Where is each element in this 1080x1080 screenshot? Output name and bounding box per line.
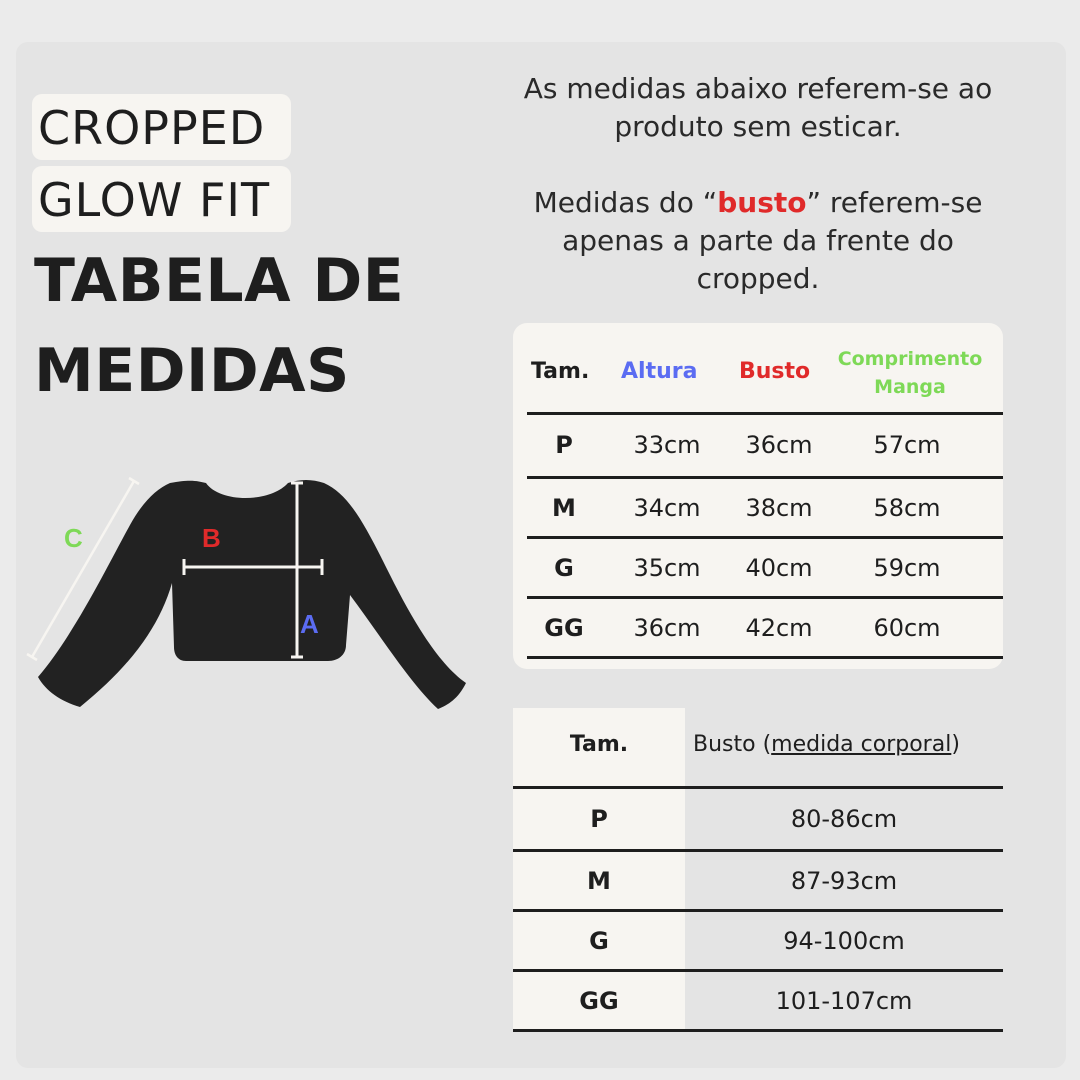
heading-line-1: TABELA DE <box>34 246 405 316</box>
cell-altura: 34cm <box>633 494 701 522</box>
header-comprimento-manga: Comprimento Manga <box>837 348 983 398</box>
cell-busto: 80-86cm <box>790 805 898 833</box>
table-row <box>513 789 1003 849</box>
table-row <box>513 911 1003 971</box>
header-busto-underlined: medida corporal <box>771 732 952 757</box>
note-bust-prefix: Medidas do “ <box>533 186 718 219</box>
label-b: B <box>202 523 221 553</box>
note-measures-unstretched: As medidas abaixo referem-se ao produto sem esticar. <box>523 72 993 143</box>
product-name-line-2: GLOW FIT <box>32 166 291 232</box>
cell-busto: 40cm <box>745 554 813 582</box>
cell-manga: 57cm <box>873 431 941 459</box>
note-bust-suffix: ” referem-se apenas a parte da frente do cropped. <box>562 186 983 295</box>
header-altura: Altura <box>621 359 698 384</box>
cell-manga: 59cm <box>873 554 941 582</box>
cell-size: GG <box>579 987 619 1015</box>
table-row <box>513 971 1003 1031</box>
cell-altura: 36cm <box>633 614 701 642</box>
cell-busto: 87-93cm <box>790 867 898 895</box>
cell-manga: 60cm <box>873 614 941 642</box>
note-bust-front <box>500 184 1016 298</box>
header-busto-suffix: ) <box>951 732 960 757</box>
header-busto-prefix: Busto ( <box>693 732 772 757</box>
cell-altura: 35cm <box>633 554 701 582</box>
header-size: Tam. <box>531 359 590 384</box>
cell-size: G <box>554 554 574 582</box>
cell-busto: 101-107cm <box>775 987 913 1015</box>
header-busto-corporal <box>693 732 960 757</box>
cell-altura: 33cm <box>633 431 701 459</box>
cell-size: GG <box>544 614 584 642</box>
cell-size: G <box>589 927 609 955</box>
cell-busto: 36cm <box>745 431 813 459</box>
heading-line-2: MEDIDAS <box>34 336 350 406</box>
cell-size: P <box>590 805 608 833</box>
cell-size: P <box>555 431 573 459</box>
table-row <box>513 851 1003 911</box>
body-table-header <box>513 708 1003 786</box>
cell-size: M <box>552 494 576 522</box>
cell-busto: 94-100cm <box>783 927 905 955</box>
label-a: A <box>300 609 319 639</box>
cell-busto: 42cm <box>745 614 813 642</box>
cell-busto: 38cm <box>745 494 813 522</box>
header-busto: Busto <box>739 359 811 384</box>
cell-manga: 58cm <box>873 494 941 522</box>
table-row <box>513 415 1003 475</box>
product-table-header <box>513 323 1003 413</box>
table-row <box>513 478 1003 538</box>
header-size: Tam. <box>569 732 629 757</box>
garment-diagram <box>20 465 480 725</box>
product-measurements-table <box>513 323 1003 669</box>
product-name-line-1: CROPPED <box>32 94 291 160</box>
cell-size: M <box>587 867 611 895</box>
table-row <box>513 538 1003 598</box>
cropped-top-shape <box>38 480 466 709</box>
divider <box>513 1029 1003 1032</box>
table-row <box>513 598 1003 658</box>
divider <box>527 656 1003 659</box>
label-c: C <box>64 523 83 553</box>
note-bust-highlight: busto <box>717 186 807 219</box>
body-measurements-table <box>513 708 1003 1032</box>
